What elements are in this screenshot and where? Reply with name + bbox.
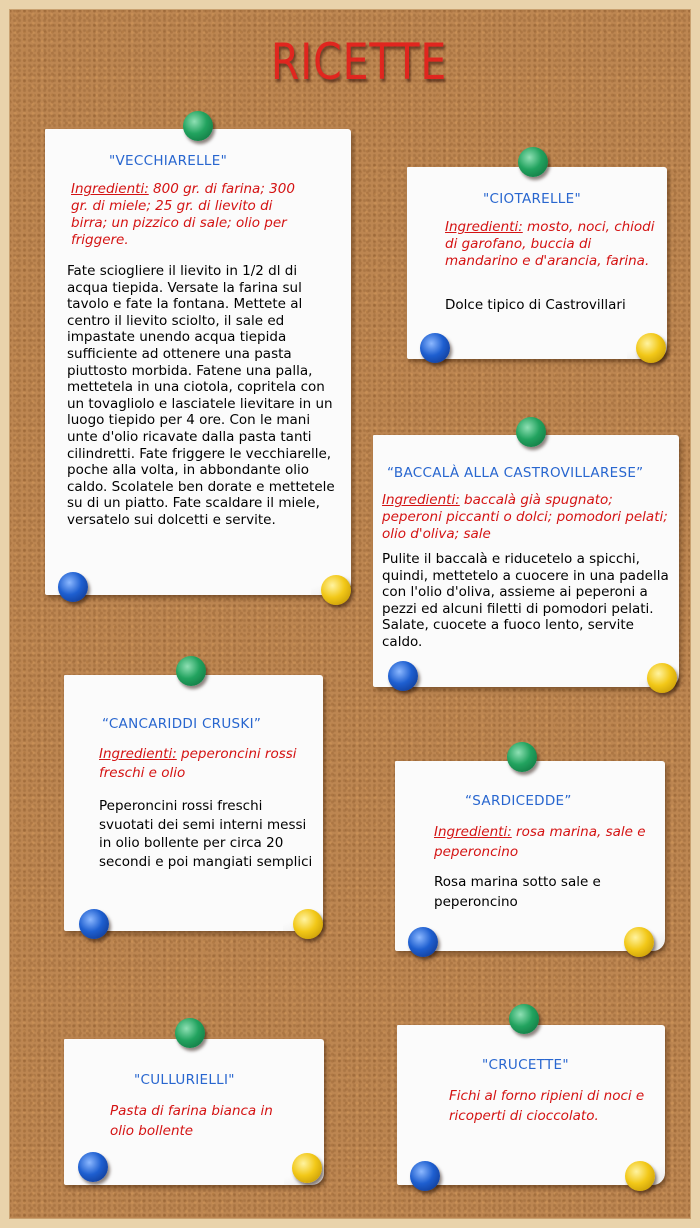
green-pin-icon: [516, 417, 546, 447]
ingredients-label: Ingredienti:: [434, 824, 512, 840]
green-pin-icon: [176, 656, 206, 686]
recipe-card-baccala: [373, 435, 679, 687]
yellow-pin-icon: [647, 663, 677, 693]
recipe-card-cancariddi-cruski: [64, 675, 323, 931]
recipe-description: Pasta di farina bianca in olio bollente: [110, 1103, 273, 1139]
yellow-pin-icon: [321, 575, 351, 605]
ingredients-text: rosa marina, sale e peperoncino: [434, 824, 646, 860]
recipe-ingredients: [99, 745, 311, 783]
yellow-pin-icon: [625, 1161, 655, 1191]
blue-pin-icon: [58, 572, 88, 602]
recipe-method: Rosa marina sotto sale e peperoncino: [434, 874, 601, 910]
blue-pin-icon: [78, 1152, 108, 1182]
recipe-title: “CANCARIDDI CRUSKI”: [102, 716, 262, 732]
recipe-title: "CRUCETTE": [482, 1057, 569, 1073]
yellow-pin-icon: [292, 1153, 322, 1183]
ingredients-text: 800 gr. di farina; 300 gr. di miele; 25 gr. di lievito di birra; un pizzico di sale; olio per friggere.: [71, 181, 295, 248]
blue-pin-icon: [410, 1161, 440, 1191]
recipe-card-crucette: [397, 1025, 665, 1185]
green-pin-icon: [509, 1004, 539, 1034]
recipe-title: "CIOTARELLE": [483, 191, 581, 207]
recipe-ingredients: [71, 181, 303, 249]
recipe-title: “SARDICEDDE”: [465, 793, 572, 809]
recipe-card-ciotarelle: [407, 167, 667, 359]
blue-pin-icon: [420, 333, 450, 363]
yellow-pin-icon: [636, 333, 666, 363]
ingredients-label: Ingredienti:: [382, 492, 460, 508]
ingredients-text: peperoncini rossi freschi e olio: [99, 746, 297, 781]
recipe-title: "CULLURIELLI": [134, 1072, 235, 1088]
recipe-ingredients: [382, 492, 670, 543]
green-pin-icon: [175, 1018, 205, 1048]
recipe-method: Peperoncini rossi freschi svuotati dei semi interni messi in olio bollente per circa 20 secondi e poi mangiati semplici: [99, 798, 313, 870]
ingredients-label: Ingredienti:: [99, 746, 177, 762]
recipe-ingredients: [434, 823, 648, 862]
page-title: RICETTE: [270, 33, 448, 91]
recipe-title: "VECCHIARELLE": [109, 153, 228, 169]
green-pin-icon: [518, 147, 548, 177]
ingredients-label: Ingredienti:: [445, 219, 523, 235]
recipe-card-vecchiarelle: [45, 129, 351, 595]
ingredients-text: baccalà già spugnato; peperoni piccanti o dolci; pomodori pelati; olio d'oliva; sale: [382, 492, 668, 542]
recipe-method: Fate sciogliere il lievito in 1/2 dl di acqua tiepida. Versate la farina sul tavolo e fate la fontana. Mettete al centro il lievito sciolto, il sale ed impastate unendo acqua tiepida sufficiente ad ottenere una pasta piuttosto morbida. Fatene una palla, mettetela in una ciotola, copritela con un tovagliolo e lasciatele lievitare in un luogo tiepido per 4 ore. Con le mani unte d'olio ricavate dalla pasta tanti cilindretti. Fate friggere le vecchiarelle, poche alla volta, in abbondante olio caldo. Scolatele ben dorate e mettetele su di un piatto. Fate scaldare il miele, versatelo sui dolcetti e servite.: [67, 263, 335, 528]
green-pin-icon: [507, 742, 537, 772]
yellow-pin-icon: [293, 909, 323, 939]
blue-pin-icon: [408, 927, 438, 957]
ingredients-label: Ingredienti:: [71, 181, 149, 197]
recipe-method: Pulite il baccalà e riducetelo a spicchi, quindi, mettetelo a cuocere in una padella con l'olio d'oliva, assieme ai peperoni a pezzi ed alcuni filetti di pomodori pelati. Salate, cuocete a fuoco lento, servite caldo.: [382, 551, 669, 650]
yellow-pin-icon: [624, 927, 654, 957]
blue-pin-icon: [79, 909, 109, 939]
ingredients-text: mosto, noci, chiodi di garofano, buccia di mandarino e d'arancia, farina.: [445, 219, 655, 269]
recipe-method: Dolce tipico di Castrovillari: [445, 297, 626, 313]
recipe-title: “BACCALÀ ALLA CASTROVILLARESE”: [387, 465, 644, 481]
recipe-ingredients: [445, 219, 659, 270]
recipe-description: Fichi al forno ripieni di noci e ricoperti di cioccolato.: [449, 1088, 645, 1124]
green-pin-icon: [183, 111, 213, 141]
blue-pin-icon: [388, 661, 418, 691]
recipe-card-sardicedde: [395, 761, 665, 951]
